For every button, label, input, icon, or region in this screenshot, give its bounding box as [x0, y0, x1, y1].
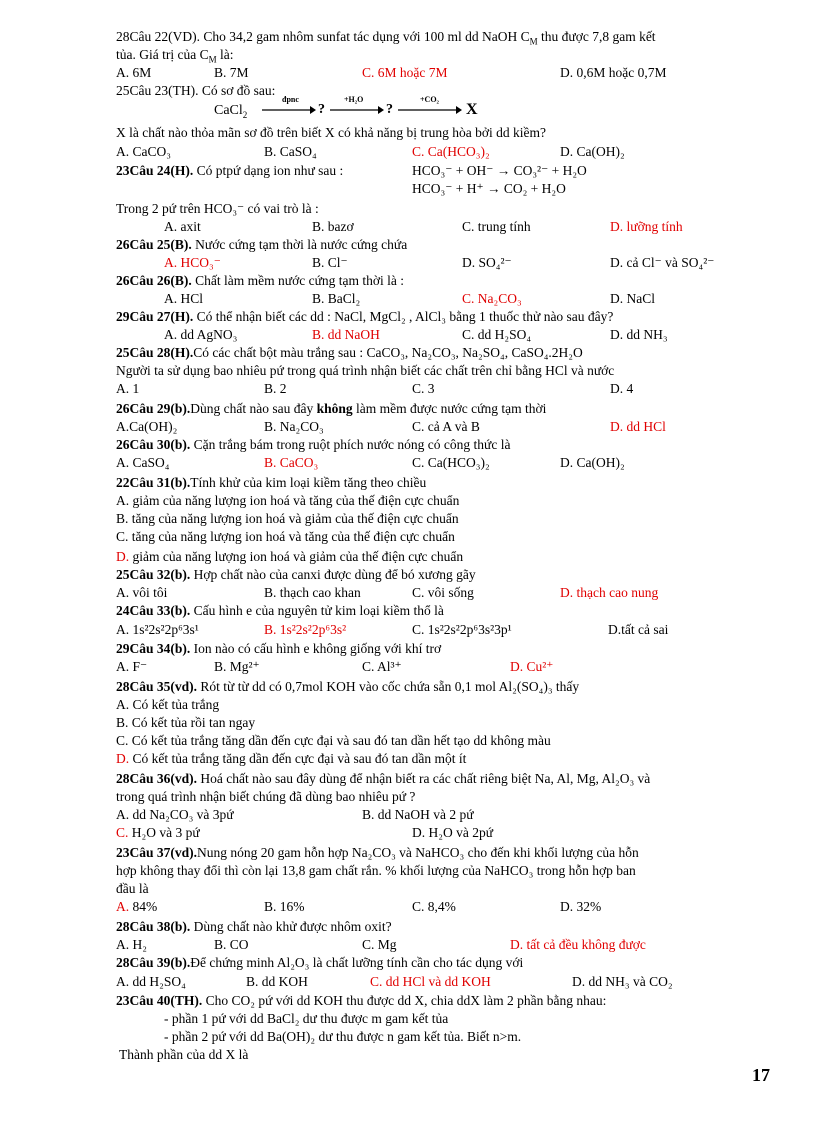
- reaction-scheme: [214, 95, 594, 124]
- option-d: D. 4: [610, 381, 634, 396]
- option-c: D. SO₄²⁻: [462, 255, 512, 270]
- option-a: A. dd H₂SO₄: [116, 974, 186, 989]
- option-c: C. Al³⁺: [362, 659, 402, 674]
- question-25-stem: 26Câu 25(B). Nước cứng tạm thời là nước cứng chứa: [116, 237, 408, 252]
- question-37-stem: 23Câu 37(vd).Nung nóng 20 gam hỗn hợp Na₂CO₃ và NaHCO₃ cho đến khi khối lượng của hỗn: [116, 845, 639, 860]
- option-c-answer: C. dd HCl và dd KOH: [370, 974, 491, 989]
- question-31-option-b: B. tăng của năng lượng ion hoá và giảm của thế điện cực chuẩn: [116, 511, 459, 526]
- document-page: 28Câu 22(VD). Cho 34,2 gam nhôm sunfat tác dụng với 100 ml dd NaOH $C_M$ thu được 7,8 gam kết tủa. Giá trị của $C_M$ là: A. 6M B. 7M C. 6M hoặc 7M D. 0,6M hoặc 0,7M 25Câu 23(TH). Có sơ đồ sau: CaCl$_2$ đpnc ? +H₂O ? +CO₂ X X là chất nào thỏa mãn sơ đồ trên biết X có khả năng bị trung hòa bởi dd kiềm? A. CaCO₃ B. CaSO₄ C. Ca(HCO₃)₂ D. Ca(OH)₂ 23Câu 24(H). Có ptpứ dạng ion như sau : HCO₃⁻ + OH⁻ → CO₃²⁻ + H₂O HCO₃⁻ + H⁺ → CO₂ + H₂O Trong 2 pứ trên HCO₃⁻ có vai trò là : A. axit B. bazơ C. trung tính D. lưỡng tính 26Câu 25(B). Nước cứng tạm thời là nước cứng chứa A. HCO₃⁻ B. Cl⁻ D. SO₄²⁻ D. cả Cl⁻ và SO₄²⁻ 26Câu 26(B). Chất làm mềm nước cứng tạm thời là : A. HCl B. BaCl₂ C. Na₂CO₃ D. NaCl 29Câu 27(H). Có thể nhận biết các dd : NaCl, MgCl₂ , AlCl₃ bằng 1 thuốc thử nào sau đây? A. dd AgNO₃ B. dd NaOH C. dd H₂SO₄ D. dd NH₃ 25Câu 28(H).Có các chất bột màu trắng sau : CaCO₃, Na₂CO₃, Na₂SO₄, CaSO₄.2H₂O Người ta sử dụng bao nhiêu pứ trong quá trình nhận biết các chất trên chỉ bằng HCl và nước A. 1 B. 2 C. 3 D. 4 26Câu 29(b).Dùng chất nào sau đây không làm mềm được nước cứng tạm thời A.Ca(OH)₂ B. Na₂CO₃ C. cả A và B D. dd HCl 26Câu 30(b). Cặn trắng bám trong ruột phích nước nóng có công thức là A. CaSO₄ B. CaCO₃ C. Ca(HCO₃)₂ D. Ca(OH)₂ 22Câu 31(b).Tính khử của kim loại kiềm tăng theo chiều A. giảm của năng lượng ion hoá và tăng của thế điện cực chuẩn B. tăng của năng lượng ion hoá và giảm của thế điện cực chuẩn C. tăng của năng lượng ion hoá và tăng của thế điện cực chuẩn D. giảm của năng lượng ion hoá và giảm của thế điện cực chuẩn 25Câu 32(b). Hợp chất nào của canxi được dùng để bó xương gãy A. vôi tôi B. thạch cao khan C. vôi sống D. thạch cao nung 24Câu 33(b). Cấu hình e của nguyên tử kim loại kiềm thổ là A. 1s²2s²2p⁶3s¹ B. 1s²2s²2p⁶3s² C. 1s²2s²2p⁶3s²3p¹ D.tất cả sai 29Câu 34(b). Ion nào có cấu hình e không giống với khí trơ A. F⁻ B. Mg²⁺ C. Al³⁺ D. Cu²⁺ 28Câu 35(vd). Rót từ từ dd có 0,7mol KOH vào cốc chứa sẵn 0,1 mol Al₂(SO₄)₃ thấy A. Có kết tủa trắng B. Có kết tủa rồi tan ngay C. Có kết tủa trắng tăng dần đến cực đại và sau đó tan dần hết tạo dd không màu D. Có kết tủa trắng tăng dần đến cực đại và sau đó tan dần một ít 28Câu 36(vd). Hoá chất nào sau đây dùng để nhận biết ra các chất riêng biệt Na, Al, Mg, Al₂O₃ và trong quá trình nhận biết chúng đã dùng bao nhiêu pứ ? A. dd Na₂CO₃ và 3pứ B. dd NaOH và 2 pứ C. H₂O và 3 pứ D. H₂O và 2pứ 23Câu 37(vd).Nung nóng 20 gam hỗn hợp Na₂CO₃ và NaHCO₃ cho đến khi khối lượng của hỗn hợp không thay đổi thì còn lại 13,8 gam chất rắn. % khối lượng của NaHCO₃ trong hỗn hợp ban đầu là A. 84% B. 16% C. 8,4% D. 32% 28Câu 38(b). Dùng chất nào khử được nhôm oxit? A. H₂ B. CO C. Mg D. tất cả đều không được 28Câu 39(b).Để chứng minh Al₂O₃ là chất lưỡng tính cần cho tác dụng với A. dd H₂SO₄ B. dd KOH C. dd HCl và dd KOH D. dd NH₃ và CO₂ 23Câu 40(TH). Cho CO₂ pứ với dd KOH thu được dd X, chia ddX làm 2 phần bằng nhau: - phần 1 pứ với dd BaCl₂ dư thu được m gam kết tủa - phần 2 pứ với dd Ba(OH)₂ dư thu được n gam kết tủa. Biết n>m. Thành phần của dd X là 17: [0, 0, 816, 1123]
- question-22-stem-cont: tủa. Giá trị của $C_M$ là:: [116, 47, 234, 65]
- option-c-answer: C. Na₂CO₃: [462, 291, 522, 306]
- option-d: D.tất cả sai: [608, 622, 669, 637]
- option-a-answer: A. 84%: [116, 899, 158, 914]
- question-28-stem-cont: Người ta sử dụng bao nhiêu pứ trong quá trình nhận biết các chất trên chỉ bằng HCl và nước: [116, 363, 615, 378]
- question-32-stem: 25Câu 32(b). Hợp chất nào của canxi được dùng để bó xương gãy: [116, 567, 476, 582]
- option-a: A.Ca(OH)₂: [116, 419, 178, 434]
- question-39-stem: 28Câu 39(b).Để chứng minh Al₂O₃ là chất lưỡng tính cần cho tác dụng với: [116, 955, 524, 970]
- option-d-answer: D. lưỡng tính: [610, 219, 683, 234]
- equation-1: HCO₃⁻ + OH⁻ → CO₃²⁻ + H₂O: [412, 163, 587, 178]
- option-b: B. dd NaOH và 2 pứ: [362, 807, 474, 822]
- option-b: B. 7M: [214, 65, 249, 80]
- option-a-answer: A. HCO₃⁻: [164, 255, 221, 270]
- scheme-step1-label: đpnc: [282, 95, 299, 104]
- option-a: A. vôi tôi: [116, 585, 168, 600]
- question-35-option-d-answer: D. Có kết tủa trắng tăng dần đến cực đại và sau đó tan dần một ít: [116, 751, 467, 766]
- option-b: B. Cl⁻: [312, 255, 348, 270]
- scheme-unknown-1: ?: [318, 102, 325, 117]
- question-28-stem: 25Câu 28(H).Có các chất bột màu trắng sau : CaCO₃, Na₂CO₃, Na₂SO₄, CaSO₄.2H₂O: [116, 345, 583, 360]
- question-26-stem: 26Câu 26(B). Chất làm mềm nước cứng tạm thời là :: [116, 273, 405, 288]
- option-d: D. dd NH₃ và CO₂: [572, 974, 673, 989]
- question-31-stem: 22Câu 31(b).Tính khử của kim loại kiềm tăng theo chiều: [116, 475, 427, 490]
- option-a: A. CaCO₃: [116, 144, 171, 159]
- equation-2: HCO₃⁻ + H⁺ → CO₂ + H₂O: [412, 181, 566, 196]
- arrow-icon: [398, 105, 462, 115]
- option-a: A. CaSO₄: [116, 455, 170, 470]
- option-d: D. Ca(OH)₂: [560, 144, 625, 159]
- question-40-tail: Thành phần của dd X là: [119, 1047, 249, 1062]
- question-22-stem: 28Câu 22(VD). Cho 34,2 gam nhôm sunfat tác dụng với 100 ml dd NaOH $C_M$ thu được 7,8 gam kết: [116, 29, 656, 47]
- option-d: D. dd NH₃: [610, 327, 668, 342]
- arrow-icon: [330, 105, 384, 115]
- option-b: B. CO: [214, 937, 249, 952]
- option-a: A. HCl: [164, 291, 204, 306]
- option-c: C. dd H₂SO₄: [462, 327, 532, 342]
- option-c: C. 1s²2s²2p⁶3s²3p¹: [412, 622, 512, 637]
- option-d-answer: D. Cu²⁺: [510, 659, 554, 674]
- page-number: 17: [752, 1065, 770, 1085]
- option-c: C. 3: [412, 381, 435, 396]
- option-b: B. 16%: [264, 899, 305, 914]
- option-b-answer: B. dd NaOH: [312, 327, 380, 342]
- question-36-stem: 28Câu 36(vd). Hoá chất nào sau đây dùng để nhận biết ra các chất riêng biệt Na, Al, Mg, Al₂O₃ và: [116, 771, 651, 786]
- option-c: C. 8,4%: [412, 899, 456, 914]
- option-a: A. 1: [116, 381, 140, 396]
- option-d: D. NaCl: [610, 291, 655, 306]
- question-27-stem: 29Câu 27(H). Có thể nhận biết các dd : NaCl, MgCl₂ , AlCl₃ bằng 1 thuốc thử nào sau đây?: [116, 309, 614, 324]
- question-36-stem-cont: trong quá trình nhận biết chúng đã dùng bao nhiêu pứ ?: [116, 789, 416, 804]
- option-d-answer: D. thạch cao nung: [560, 585, 659, 600]
- question-29-stem: 26Câu 29(b).Dùng chất nào sau đây không làm mềm được nước cứng tạm thời: [116, 401, 547, 416]
- option-c-answer: C. H₂O và 3 pứ: [116, 825, 200, 840]
- option-d: D. Ca(OH)₂: [560, 455, 625, 470]
- option-b: B. Na₂CO₃: [264, 419, 324, 434]
- scheme-start: CaCl$_2$: [214, 103, 248, 120]
- option-b: B. Mg²⁺: [214, 659, 260, 674]
- option-d: D. H₂O và 2pứ: [412, 825, 494, 840]
- option-d: D. cả Cl⁻ và SO₄²⁻: [610, 255, 715, 270]
- question-23-stem: 25Câu 23(TH). Có sơ đồ sau:: [116, 83, 276, 98]
- option-d-answer: D. dd HCl: [610, 419, 666, 434]
- option-b-answer: B. CaCO₃: [264, 455, 319, 470]
- question-31-option-c: C. tăng của năng lượng ion hoá và tăng của thế điện cực chuẩn: [116, 529, 455, 544]
- option-a: A. H₂: [116, 937, 147, 952]
- question-34-stem: 29Câu 34(b). Ion nào có cấu hình e không giống với khí trơ: [116, 641, 442, 656]
- option-c-answer: C. 6M hoặc 7M: [362, 65, 448, 80]
- option-c: C. Ca(HCO₃)₂: [412, 455, 490, 470]
- option-a: A. F⁻: [116, 659, 148, 674]
- option-a: A. 1s²2s²2p⁶3s¹: [116, 622, 199, 637]
- option-a: A. 6M: [116, 65, 152, 80]
- option-c: C. Mg: [362, 937, 397, 952]
- option-c: C. vôi sống: [412, 585, 474, 600]
- question-37-stem-cont: hợp không thay đổi thì còn lại 13,8 gam chất rắn. % khối lượng của NaHCO₃ trong hỗn hợp ban: [116, 863, 636, 878]
- question-35-option-a: A. Có kết tủa trắng: [116, 697, 220, 712]
- question-37-stem-cont2: đầu là: [116, 881, 149, 896]
- question-40-stem: 23Câu 40(TH). Cho CO₂ pứ với dd KOH thu được dd X, chia ddX làm 2 phần bằng nhau:: [116, 993, 607, 1008]
- option-b: B. 2: [264, 381, 287, 396]
- option-a: A. axit: [164, 219, 201, 234]
- question-35-option-c: C. Có kết tủa trắng tăng dần đến cực đại và sau đó tan dần hết tạo dd không màu: [116, 733, 551, 748]
- option-d: D. 32%: [560, 899, 602, 914]
- question-35-stem: 28Câu 35(vd). Rót từ từ dd có 0,7mol KOH vào cốc chứa sẵn 0,1 mol Al₂(SO₄)₃ thấy: [116, 679, 580, 694]
- option-b: B. CaSO₄: [264, 144, 317, 159]
- question-38-stem: 28Câu 38(b). Dùng chất nào khử được nhôm oxit?: [116, 919, 392, 934]
- option-b: B. dd KOH: [246, 974, 308, 989]
- question-24-stem: 23Câu 24(H). Có ptpứ dạng ion như sau : HCO₃⁻ + OH⁻ → CO₃²⁻ + H₂O: [116, 163, 587, 178]
- question-30-stem: 26Câu 30(b). Cặn trắng bám trong ruột phích nước nóng có công thức là: [116, 437, 511, 452]
- question-31-option-a: A. giảm của năng lượng ion hoá và tăng của thế điện cực chuẩn: [116, 493, 460, 508]
- question-24-role: Trong 2 pứ trên HCO₃⁻ có vai trò là :: [116, 201, 319, 216]
- option-b-answer: B. 1s²2s²2p⁶3s²: [264, 622, 347, 637]
- question-35-option-b: B. Có kết tủa rồi tan ngay: [116, 715, 256, 730]
- option-c: C. trung tính: [462, 219, 531, 234]
- question-31-option-d-answer: D. giảm của năng lượng ion hoá và giảm của thế điện cực chuẩn: [116, 549, 464, 564]
- option-d-answer: D. tất cả đều không được: [510, 937, 646, 952]
- scheme-step2-label: +H₂O: [344, 95, 364, 104]
- scheme-end: X: [466, 101, 478, 118]
- scheme-unknown-2: ?: [386, 102, 393, 117]
- option-b: B. thạch cao khan: [264, 585, 361, 600]
- option-a: A. dd Na₂CO₃ và 3pứ: [116, 807, 234, 822]
- option-d: D. 0,6M hoặc 0,7M: [560, 65, 667, 80]
- option-b: B. bazơ: [312, 219, 354, 234]
- option-b: B. BaCl₂: [312, 291, 361, 306]
- option-a: A. dd AgNO₃: [164, 327, 238, 342]
- arrow-icon: [262, 105, 316, 115]
- option-c: C. cả A và B: [412, 419, 480, 434]
- option-c-answer: C. Ca(HCO₃)₂: [412, 144, 490, 159]
- question-33-stem: 24Câu 33(b). Cấu hình e của nguyên tử kim loại kiềm thổ là: [116, 603, 444, 618]
- question-23-condition: X là chất nào thỏa mãn sơ đồ trên biết X có khả năng bị trung hòa bởi dd kiềm?: [116, 125, 547, 140]
- scheme-step3-label: +CO₂: [420, 95, 439, 104]
